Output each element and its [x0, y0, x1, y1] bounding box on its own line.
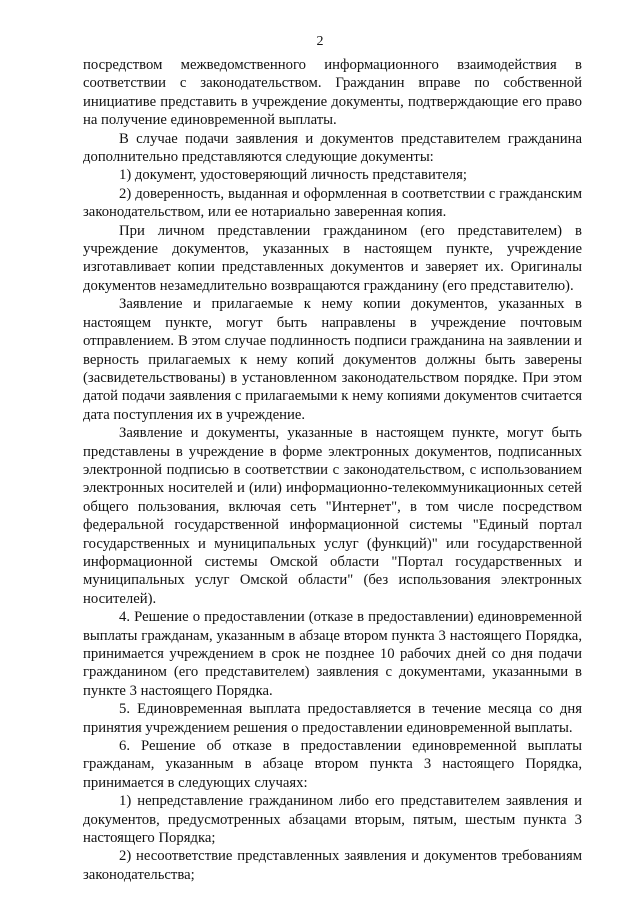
list-item: 2) доверенность, выданная и оформленная в соответствии с гражданским законодательством, или ее нотариально заверенная копия.: [83, 185, 582, 221]
document-body: [83, 56, 582, 884]
list-item: 1) непредставление гражданином либо его представителем заявления и документов, предусмотренных абзацами вторым, пятым, шестым пункта 3 настоящего Порядка;: [83, 793, 582, 847]
page-number: 2: [316, 34, 324, 49]
paragraph: 5. Единовременная выплата предоставляется в течение месяца со дня принятия учреждением решения о предоставлении единовременной выплаты.: [83, 701, 582, 736]
paragraph: Заявление и документы, указанные в настоящем пункте, могут быть представлены в учреждение в форме электронных документов, подписанных электронной подписью в соответствии с законодательством, с использованием электронных носителей и (или) информационно-телекоммуникационных сетей общего пользования, включая сеть "Интернет", в том числе посредством федеральной государственной информационной системы "Единый портал государственных и муниципальных услуг (функций)" или государственной информационной системы Омской области "Портал государственных и муниципальных услуг Омской области" (без использования электронных носителей).: [83, 425, 582, 607]
paragraph: В случае подачи заявления и документов представителем гражданина дополнительно представляются следующие документы:: [83, 130, 582, 166]
paragraph: Заявление и прилагаемые к нему копии документов, указанных в настоящем пункте, могут быть направлены в учреждение почтовым отправлением. В этом случае подлинность подписи гражданина на заявлении и верность прилагаемых к нему копий документов должны быть заверены (засвидетельствованы) в установленном законодательством порядке. При этом датой подачи заявления с прилагаемыми к нему копиями документов считается дата поступления их в учреждение.: [83, 296, 582, 423]
list-item: 2) несоответствие представленных заявления и документов требованиям законодательства;: [83, 848, 582, 883]
paragraph: 6. Решение об отказе в предоставлении единовременной выплаты гражданам, указанным в абзаце втором пункта 3 настоящего Порядка, принимается в следующих случаях:: [83, 738, 582, 791]
paragraph: 4. Решение о предоставлении (отказе в предоставлении) единовременной выплаты гражданам, указанным в абзаце втором пункта 3 настоящего Порядка, принимается учреждением в срок не позднее 10 рабочих дней со дня подачи гражданином (его представителем) заявления с документами, указанными в пункте 3 настоящего Порядка.: [83, 609, 582, 699]
paragraph: При личном представлении гражданином (его представителем) в учреждение документов, указанных в настоящем пункте, учреждение изготавливает копии представленных документов и заверяет их. Оригиналы документов незамедлительно возвращаются гражданину (его представителю).: [83, 222, 582, 294]
list-item: 1) документ, удостоверяющий личность представителя;: [119, 167, 467, 184]
paragraph: посредством межведомственного информационного взаимодействия в соответствии с законодательством. Гражданин вправе по собственной инициативе представить в учреждение документы, подтверждающие его право на получение единовременной выплаты.: [83, 57, 582, 129]
